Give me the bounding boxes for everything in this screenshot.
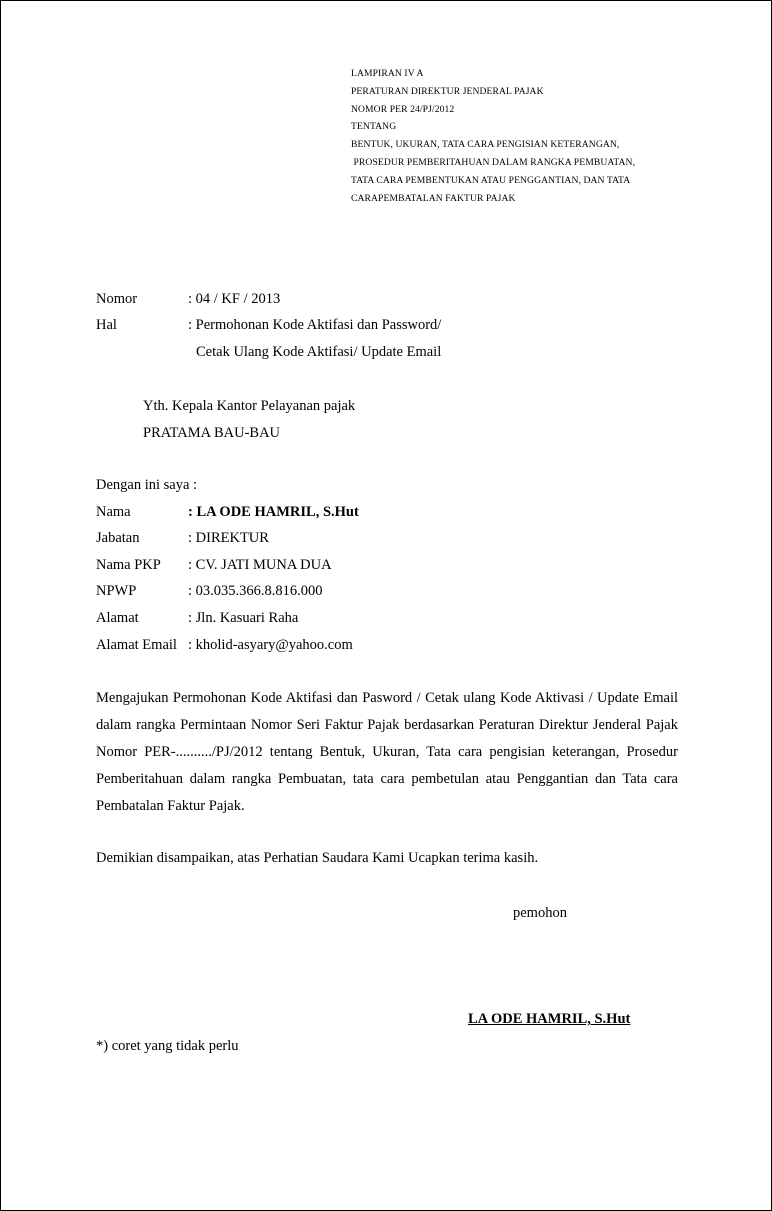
nomor-label: Nomor bbox=[96, 291, 138, 307]
nomor-value: : 04 / KF / 2013 bbox=[188, 291, 281, 307]
header-line: TENTANG bbox=[351, 121, 397, 133]
pkp-label: Nama PKP bbox=[96, 557, 161, 573]
jabatan-label: Jabatan bbox=[96, 530, 140, 546]
addressee-line-2: PRATAMA BAU-BAU bbox=[143, 425, 281, 441]
request-paragraph: Mengajukan Permohonan Kode Aktifasi dan Pasword / Cetak ulang Kode Aktivasi / Update Email dalam rangka Permintaan Nomor Seri Faktur Pajak berdasarkan Peraturan Direktur Jenderal Pajak Nomor PER-........../PJ/2012 tentang Bentuk, Ukuran, Tata cara pengisian keterangan, Prosedur Pemberitahuan dalam rangka Pembuatan, tata cara pembetulan atau Penggantian dan Tata cara Pembatalan Faktur Pajak. bbox=[96, 690, 678, 814]
signature-name: LA ODE HAMRIL, S.Hut bbox=[468, 1011, 631, 1027]
closing-text: Demikian disampaikan, atas Perhatian Saudara Kami Ucapkan terima kasih. bbox=[96, 850, 539, 866]
header-line: CARAPEMBATALAN FAKTUR PAJAK bbox=[351, 192, 516, 204]
footnote: *) coret yang tidak perlu bbox=[96, 1038, 239, 1054]
nama-value: : LA ODE HAMRIL, S.Hut bbox=[188, 504, 359, 520]
header-line: LAMPIRAN IV A bbox=[351, 68, 424, 79]
email-label: Alamat Email bbox=[96, 637, 177, 653]
alamat-value: : Jln. Kasuari Raha bbox=[188, 610, 299, 626]
npwp-value: : 03.035.366.8.816.000 bbox=[188, 583, 323, 599]
header-line: PROSEDUR PEMBERITAHUAN DALAM RANGKA PEMBUATAN, bbox=[351, 156, 636, 168]
jabatan-value: : DIREKTUR bbox=[188, 530, 269, 546]
header-line: TATA CARA PEMBENTUKAN ATAU PENGGANTIAN, DAN TATA bbox=[351, 174, 631, 186]
npwp-label: NPWP bbox=[96, 583, 137, 599]
regulation-header bbox=[351, 65, 635, 207]
nama-label: Nama bbox=[96, 504, 131, 520]
addressee-line-1: Yth. Kepala Kantor Pelayanan pajak bbox=[143, 398, 356, 414]
signature-role: pemohon bbox=[513, 905, 567, 921]
hal-value: : Permohonan Kode Aktifasi dan Password/ bbox=[188, 317, 442, 333]
header-line: PERATURAN DIREKTUR JENDERAL PAJAK bbox=[351, 85, 544, 97]
pkp-value: : CV. JATI MUNA DUA bbox=[188, 557, 332, 573]
alamat-label: Alamat bbox=[96, 610, 139, 626]
header-line: BENTUK, UKURAN, TATA CARA PENGISIAN KETERANGAN, bbox=[351, 139, 620, 151]
email-value: : kholid-asyary@yahoo.com bbox=[188, 637, 353, 653]
hal-value-continued: Cetak Ulang Kode Aktifasi/ Update Email bbox=[196, 344, 442, 360]
intro-text: Dengan ini saya : bbox=[96, 477, 198, 493]
hal-label: Hal bbox=[96, 317, 117, 333]
header-line: NOMOR PER 24/PJ/2012 bbox=[351, 103, 455, 115]
